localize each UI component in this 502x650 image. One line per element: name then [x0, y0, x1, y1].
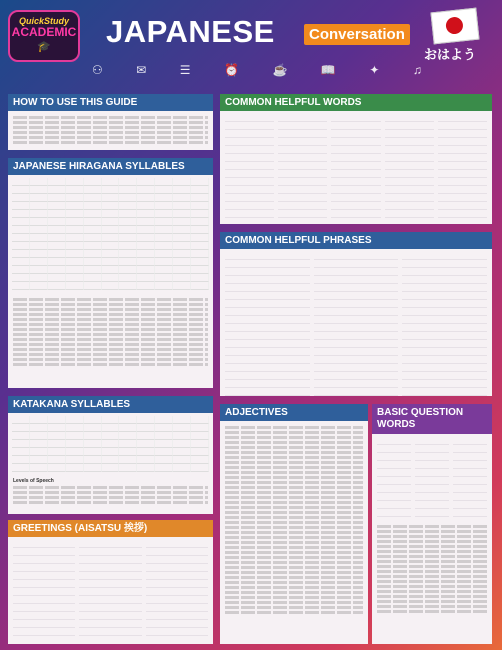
- cup-icon: ☕: [272, 63, 288, 77]
- decorative-icon-row: [92, 60, 422, 80]
- greetings-panel: [8, 520, 213, 644]
- how-to-use-body: [8, 111, 213, 149]
- question-words-notes: [372, 520, 492, 618]
- hiragana-table: [8, 175, 213, 293]
- how-to-use-panel: [8, 94, 213, 150]
- katakana-table: [8, 413, 213, 475]
- greetings-heading: GREETINGS (AISATSU 挨拶): [8, 520, 213, 537]
- clock-icon: ⏰: [224, 63, 239, 77]
- hiragana-heading: JAPANESE HIRAGANA SYLLABLES: [8, 158, 213, 175]
- common-words-panel: [220, 94, 492, 224]
- page-title: JAPANESE: [106, 14, 275, 49]
- adjectives-body: [220, 421, 368, 619]
- common-words-table: [220, 111, 492, 221]
- graduation-cap-icon: 🎓: [37, 41, 51, 53]
- chat-icon: ✉: [136, 63, 147, 77]
- common-words-heading: COMMON HELPFUL WORDS: [220, 94, 492, 111]
- music-icon: ♫: [412, 63, 422, 77]
- list-icon: ☰: [179, 63, 191, 77]
- hiragana-panel: [8, 158, 213, 388]
- hiragana-notes: [8, 293, 213, 371]
- quickstudy-logo: [8, 10, 80, 62]
- logo-academic: ACADEMIC: [11, 25, 77, 39]
- common-phrases-panel: [220, 232, 492, 396]
- japan-flag-icon: [430, 8, 479, 45]
- greeting-text: おはよう: [424, 47, 477, 62]
- logo-brand: QuickStudy: [18, 16, 69, 26]
- question-words-panel: [372, 404, 492, 644]
- levels-of-speech: [8, 475, 213, 509]
- book-icon: 📖: [320, 63, 336, 77]
- levels-of-speech-label: Levels of Speech: [13, 478, 54, 484]
- how-to-use-heading: HOW TO USE THIS GUIDE: [8, 94, 213, 111]
- katakana-heading: KATAKANA SYLLABLES: [8, 396, 213, 413]
- people-icon: ⚇: [92, 63, 103, 77]
- question-words-table: [372, 434, 492, 520]
- katakana-panel: [8, 396, 213, 514]
- common-phrases-table: [220, 249, 492, 396]
- adjectives-panel: [220, 404, 368, 644]
- adjectives-heading: ADJECTIVES: [220, 404, 368, 421]
- common-phrases-heading: COMMON HELPFUL PHRASES: [220, 232, 492, 249]
- greetings-table: [8, 537, 213, 639]
- handshake-icon: ✦: [369, 63, 380, 77]
- question-words-heading: BASIC QUESTION WORDS: [372, 404, 492, 434]
- page-subtitle: Conversation: [304, 24, 410, 45]
